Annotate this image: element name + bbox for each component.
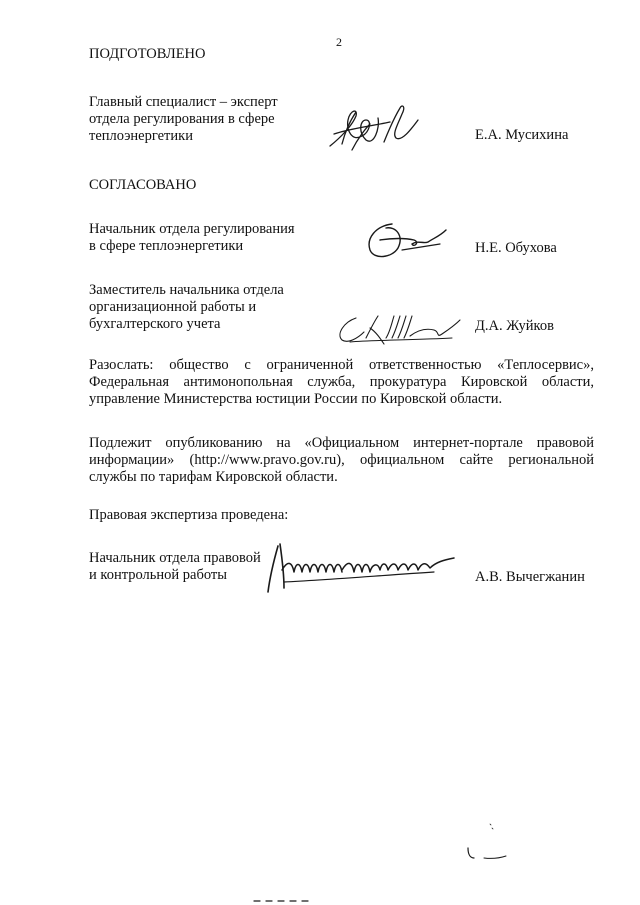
distribution-paragraph: [89, 357, 594, 408]
agreed-position-1: [89, 221, 295, 255]
position-line: организационной работы и: [89, 299, 257, 315]
agreed-position-2: [89, 282, 284, 333]
position-line: Начальник отдела правовой: [89, 550, 261, 566]
position-line: в сфере теплоэнергетики: [89, 238, 244, 254]
scan-artifact: [462, 818, 522, 868]
distribution-line: управление Министерства юстиции России по Кировской области.: [89, 391, 503, 407]
legal-review-position: [89, 550, 261, 584]
position-line: и контрольной работы: [89, 567, 227, 583]
position-line: Главный специалист – эксперт: [89, 94, 278, 110]
signature-obukhova: [362, 214, 462, 264]
signature-musikhina: [322, 98, 442, 158]
signature-zhuikov: [334, 308, 474, 352]
position-line: бухгалтерского учета: [89, 316, 221, 332]
scan-artifact-bottom: [250, 896, 320, 904]
legal-review-text: Правовая экспертиза проведена:: [89, 507, 289, 523]
page-number: 2: [336, 35, 342, 49]
distribution-line: Разослать: общество с ограниченной ответственностью «Теплосервис»,: [89, 357, 594, 373]
publication-paragraph: [89, 435, 594, 486]
position-line: Начальник отдела регулирования: [89, 221, 295, 237]
position-line: Заместитель начальника отдела: [89, 282, 284, 298]
prepared-name: Е.А. Мусихина: [475, 127, 569, 143]
agreed-heading: СОГЛАСОВАНО: [89, 177, 197, 193]
publication-line: службы по тарифам Кировской области.: [89, 469, 338, 485]
position-line: теплоэнергетики: [89, 128, 193, 144]
agreed-name-1: Н.Е. Обухова: [475, 240, 557, 256]
position-line: отдела регулирования в сфере: [89, 111, 275, 127]
signature-vychegzhanin: [254, 540, 474, 596]
legal-review-name: А.В. Вычегжанин: [475, 569, 585, 585]
publication-line: Подлежит опубликованию на «Официальном интернет-портале правовой: [89, 435, 594, 451]
agreed-name-2: Д.А. Жуйков: [475, 318, 554, 334]
distribution-line: Федеральная антимонопольная служба, прокуратура Кировской области,: [89, 374, 594, 390]
prepared-position: [89, 94, 278, 145]
publication-line: информации» (http://www.pravo.gov.ru), официальном сайте региональной: [89, 452, 594, 468]
prepared-heading: ПОДГОТОВЛЕНО: [89, 46, 206, 62]
